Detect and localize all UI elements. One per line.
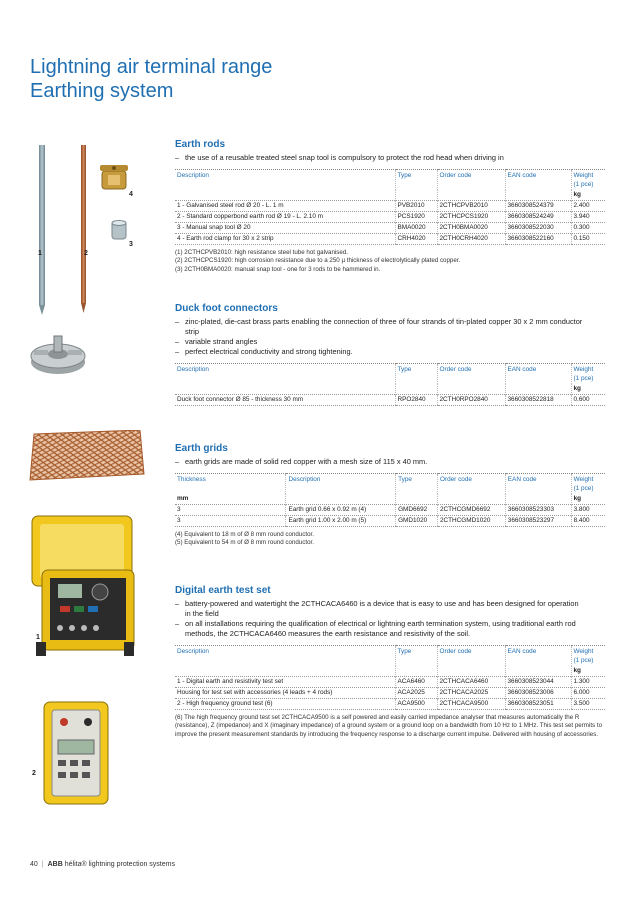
section-heading: Duck foot connectors <box>175 303 278 314</box>
col-header: Order code <box>437 364 505 385</box>
tool-label-3: 3 <box>129 241 133 248</box>
digital-test-table <box>175 645 605 710</box>
unit-cell: kg <box>571 666 605 677</box>
earth-rods-image <box>28 143 158 323</box>
bullet-item: – battery-powered and watertight the 2CTHCACA6460 is a device that is easy to use and has been designed for operation in the field <box>175 599 579 618</box>
table-row: Duck foot connector Ø 85 - thickness 30 mm RPO2840 2CTH0RPO2840 3660308522818 0.600 <box>175 395 605 406</box>
section-heading: Digital earth test set <box>175 585 271 596</box>
duck-foot-section <box>175 303 605 406</box>
tester-label-1: 1 <box>36 634 40 641</box>
table-row: 1 - Galvanised steel rod Ø 20 - L. 1 m PVB2010 2CTHCPVB2010 3660308524379 2.400 <box>175 201 605 212</box>
tester-label-2: 2 <box>32 770 36 777</box>
footnotes: (6) The high frequency ground test set 2CTHCACA9500 is a self powered and easily carried impedance analyser that measures automatically the R (resistance), Z (impedance) and X (imaginary impedance) of a ground system or a ground loop on a bandwidth from 10 Hz to 1 MHz. This test set permits to improve the present measurement standards by introducing the frequency response to a discharge current impulse. Delivered with housing of accessories. <box>175 714 603 738</box>
high-frequency-tester-image <box>42 700 112 808</box>
col-header: Description <box>286 474 396 495</box>
unit-cell: kg <box>571 494 605 505</box>
col-header: Type <box>395 646 437 667</box>
table-row: 2 - High frequency ground test (6) ACA9500 2CTHCACA9500 3660308523051 3.500 <box>175 699 605 710</box>
page-subtitle: Earthing system <box>30 80 174 102</box>
col-header: Order code <box>437 646 505 667</box>
bullet-item: – on all installations requiring the qualification of electrical or lightning earth termination system, using traditional earth rod methods, the 2CTHCACA6460 measures the earth resistance and resistivity of the soil. <box>175 619 576 638</box>
rod-label-1: 1 <box>38 250 42 257</box>
bullet-item: – the use of a reusable treated steel snap tool is compulsory to protect the rod head when driving in <box>175 153 504 162</box>
table-row: 3 Earth grid 0.66 x 0.92 m (4) GMD6692 2CTHCGMD6692 3660308523303 3.800 <box>175 505 605 516</box>
col-header: Type <box>395 364 437 385</box>
col-header: Weight (1 pce) <box>571 170 605 191</box>
col-header: Description <box>175 364 395 385</box>
unit-cell: kg <box>571 384 605 395</box>
col-header: EAN code <box>505 474 571 495</box>
footer-separator: | <box>41 861 44 868</box>
bullet-item: – zinc-plated, die-cast brass parts enabling the connection of three of four strands of tin-plated copper 30 x 2 mm conductor strip <box>175 317 583 336</box>
col-header: Thickness <box>175 474 286 495</box>
col-header: EAN code <box>505 646 571 667</box>
col-header: Type <box>395 170 437 191</box>
col-header: Weight (1 pce) <box>571 646 605 667</box>
rod-label-2: 2 <box>84 250 88 257</box>
earth-rods-section <box>175 139 605 274</box>
footer-text: hélita® lightning protection systems <box>64 861 175 868</box>
digital-earth-tester-image <box>30 510 140 660</box>
col-header: Order code <box>437 474 505 495</box>
table-row: 4 - Earth rod clamp for 30 x 2 strip CRH4020 2CTH0CRH4020 3660308522160 0.150 <box>175 234 605 245</box>
col-header: Weight (1 pce) <box>571 474 605 495</box>
col-header: Weight (1 pce) <box>571 364 605 385</box>
table-row: 3 Earth grid 1.00 x 2.00 m (5) GMD1020 2CTHCGMD1020 3660308523297 8.400 <box>175 516 605 527</box>
col-header: Description <box>175 170 395 191</box>
col-header: Order code <box>437 170 505 191</box>
col-header: EAN code <box>505 364 571 385</box>
section-heading: Earth rods <box>175 139 226 150</box>
footnotes: (4) Equivalent to 18 m of Ø 8 mm round conductor. (5) Equivalent to 54 m of Ø 8 mm round conductor. <box>175 531 314 547</box>
section-heading: Earth grids <box>175 443 228 454</box>
unit-cell: kg <box>571 190 605 201</box>
page-title: Lightning air terminal range <box>30 56 273 78</box>
table-row: Housing for test set with accessories (4 leads + 4 rods) ACA2025 2CTHCACA2025 3660308523006 6.000 <box>175 688 605 699</box>
table-row: 2 - Standard copperbond earth rod Ø 19 - L. 2.10 m PCS1920 2CTHCPCS1920 3660308524249 3.940 <box>175 212 605 223</box>
brand-name: ABB <box>47 861 63 868</box>
table-row: 1 - Digital earth and resistivity test set ACA6460 2CTHCACA6460 3660308523044 1.300 <box>175 677 605 688</box>
earth-grids-table <box>175 473 605 527</box>
table-row: 3 - Manual snap tool Ø 20 BMA0020 2CTH0BMA0020 3660308522030 0.300 <box>175 223 605 234</box>
unit-cell: mm <box>177 495 189 502</box>
col-header: Description <box>175 646 395 667</box>
col-header: EAN code <box>505 170 571 191</box>
page-number: 40 <box>30 861 38 868</box>
duck-foot-connector-image <box>28 330 90 380</box>
bullet-item: – perfect electrical conductivity and strong tightening. <box>175 347 353 356</box>
earth-rods-table <box>175 169 605 245</box>
col-header: Type <box>396 474 438 495</box>
earth-grid-image <box>28 430 146 482</box>
bullet-item: – variable strand angles <box>175 337 258 346</box>
clamp-label-4: 4 <box>129 191 133 198</box>
earth-grids-section <box>175 443 605 548</box>
page-footer <box>30 861 175 868</box>
duck-foot-table <box>175 363 605 406</box>
footnotes: (1) 2CTHCPVB2010: high resistance steel tube hot galvanised. (2) 2CTHCPCS1920: high corrosion resistance due to a 250 µ thickness of electrolytically plated copper. (3) 2CTH0BMA0020: manual snap tool - one for 3 rods to be hammered in. <box>175 249 461 273</box>
bullet-item: – earth grids are made of solid red copper with a mesh size of 115 x 40 mm. <box>175 457 428 466</box>
digital-test-section <box>175 585 605 739</box>
